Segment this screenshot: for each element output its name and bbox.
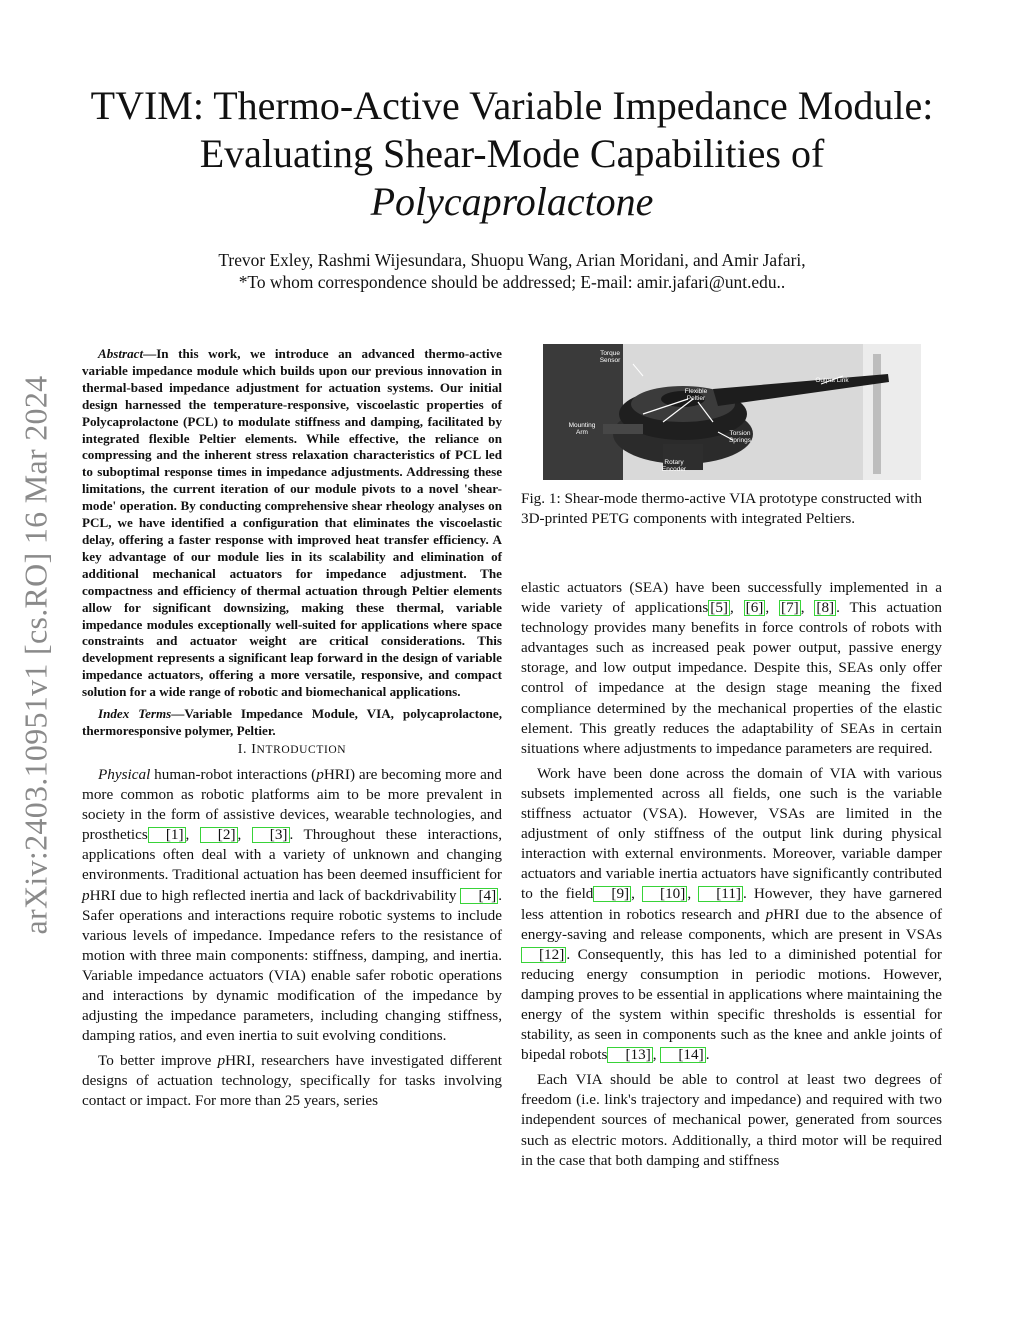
title-line-3: Polycaprolactone (370, 179, 654, 224)
citation-link[interactable]: [4] (460, 888, 498, 904)
abstract-text: —In this work, we introduce an advanced thermo-active variable impedance module which builds upon our previous innovation in thermal-based impedance adjustment for actuation systems. Our initial design harnessed the temperature-responsive, viscoelastic properties of Polycaprolactone (PCL) to modulate stiffness and damping, facilitated by integrated flexible Peltier elements. While effective, the reliance on compressing and the inherent stress relaxation characteristics of PCL led to suboptimal response times in impedance adjustments. Addressing these limitations, the current iteration of our module pivots to a novel 'shear-mode' operation. By conducting comprehensive shear rheology analyses on PCL, we have identified a configuration that eliminates the viscoelastic delay, offering a faster response with improved heat transfer efficiency. A key advantage of our module lies in its scalability and elimination of additional mechanical actuators for impedance adjustment. The compactness and efficiency of thermal actuation through Peltier elements allow for significant downsizing, making these thermal, variable impedance modules exceptionally well-suited for applications where space constraints and actuator weight are critical considerations. This development represents a significant leap forward in the design of variable impedance actuators, offering a more versatile, responsive, and compact solution for a wide range of robotic and biomechanical applications. (82, 346, 502, 700)
citation-link[interactable]: [13] (607, 1047, 652, 1063)
title-line-2: Evaluating Shear-Mode Capabilities of (199, 131, 825, 176)
right-paragraph-2: Work have been done across the domain of VIA with various subsets implemented across all fields, one such is the variable stiffness actuator (VSA). However, VSAs are limited in the adjustment of only stiffness of the output link during physical interaction with external environments. Moreover, variable damper actuators and variable inertia actuators have significantly contributed to the field [9] , [10] , [11] . However, they have garnered less attention in robotics research and pHRI due to the absence of energy-saving and release components, which are present in VSAs[12] . Consequently, this has led to a diminished potential for reducing energy consumption in periodic motions. However, damping proves to be essential in applications where maintaining the energy of the system within specific thresholds is essential for stability, as seen in components such as the knee and ankle joints of bipedal robots [13] , [14] . (521, 764, 942, 1064)
citation-link[interactable]: [7] (781, 599, 799, 617)
citation-link[interactable]: [3] (252, 827, 290, 843)
figure-1-photo (543, 344, 921, 480)
label-output-link: Output Link (815, 377, 849, 384)
citation-link[interactable]: [8] (816, 599, 835, 617)
citation-link[interactable]: [11] (698, 886, 743, 902)
right-column (521, 578, 942, 1171)
citation-link[interactable]: [2] (200, 827, 238, 843)
left-column (82, 346, 502, 1112)
intro-paragraph-2: To better improve pHRI, researchers have investigated different designs of actuation technology, specifically for tasks involving contact or impact. For more than 25 years, series (82, 1052, 502, 1110)
label-flexible-peltier: Flexible Peltier (684, 388, 708, 402)
arxiv-identifier-text: arXiv:2403.10951v1 [cs.RO] 16 Mar 2024 (17, 375, 54, 935)
citation-link[interactable]: [9] (593, 886, 631, 902)
title-line-1: TVIM: Thermo-Active Variable Impedance Module: (90, 83, 934, 128)
index-terms-text: —Variable Impedance Module, VIA, polycaprolactone, thermoresponsive polymer, Peltier. (82, 706, 502, 738)
citation-link[interactable]: [5] (710, 599, 728, 617)
label-torque-sensor: Torque Sensor (599, 350, 621, 364)
label-torsion-springs: Torsion Springs (728, 430, 752, 444)
citation-link[interactable]: [12] (521, 947, 566, 963)
right-paragraph-1: elastic actuators (SEA) have been successfully implemented in a wide variety of applications [5] , [6] , [7] , [8] . This actuation technology provides many benefits in force controls of robots with advantages such as increased peak power output, passive energy storage, and low output impedance. Despite this, SEAs only offer control of impedance at the design stage meaning the fixed compliance determined by the mechanical properties of the elastic element. This greatly reduces the adaptability of SEAs in certain situations where adjustments to impedance parameters are required. (521, 579, 943, 757)
prototype-illustration (543, 344, 921, 480)
author-list: Trevor Exley, Rashmi Wijesundara, Shuopu Wang, Arian Moridani, and Amir Jafari, (218, 250, 806, 270)
index-terms-lead: Index Terms (98, 706, 172, 722)
author-block (60, 249, 964, 293)
right-paragraph-3: Each VIA should be able to control at least two degrees of freedom (i.e. link's trajectory and impedance) and required with two independent sources of mechanical power, generated from sources such as electric motors. Additionally, a third motor will be required in the case that both damping and stiffness (521, 1071, 942, 1169)
arxiv-identifier (6, 345, 66, 965)
citation-link[interactable]: [10] (642, 886, 687, 902)
label-rotary-encoder: Rotary Encoder (661, 459, 687, 473)
citation-link[interactable]: [6] (745, 599, 764, 617)
figure-1-caption: Fig. 1: Shear-mode thermo-active VIA prototype constructed with 3D-printed PETG components with integrated Peltiers. (521, 490, 922, 527)
abstract (82, 346, 502, 740)
paper-title (60, 82, 964, 226)
intro-paragraph-1: Physical human-robot interactions (pHRI) are becoming more and more common as robotic platforms aim to be more prevalent in society in the form of assistive devices, wearable technologies, and prosthetics [1] , [2] , [3] . Throughout these interactions, applications often deal with a variety of unknown and changing environments. Traditional actuation has been deemed insufficient for pHRI due to high reflected inertia and lack of backdrivability [4] . Safer operations and interactions require robotic systems to include various levels of impedance. Impedance refers to the resistance of motion with three main components: stiffness, damping, and inertia. Variable impedance actuators (VIA) enable safer robotic operations and interactions by dynamic modification of the impedance by adjusting the impedance parameters, including changing stiffness, damping ratios, and even inertia to suit evolving conditions. (82, 765, 502, 1045)
label-mounting-arm: Mounting Arm (568, 422, 596, 436)
correspondence-note: *To whom correspondence should be addressed; E-mail: amir.jafari@unt.edu.. (238, 272, 786, 292)
citation-link[interactable]: [14] (660, 1047, 705, 1063)
index-terms (82, 706, 502, 740)
abstract-lead: Abstract (98, 346, 144, 361)
section-heading-introduction: I. INTRODUCTION (237, 741, 347, 757)
citation-link[interactable]: [1] (148, 827, 186, 843)
